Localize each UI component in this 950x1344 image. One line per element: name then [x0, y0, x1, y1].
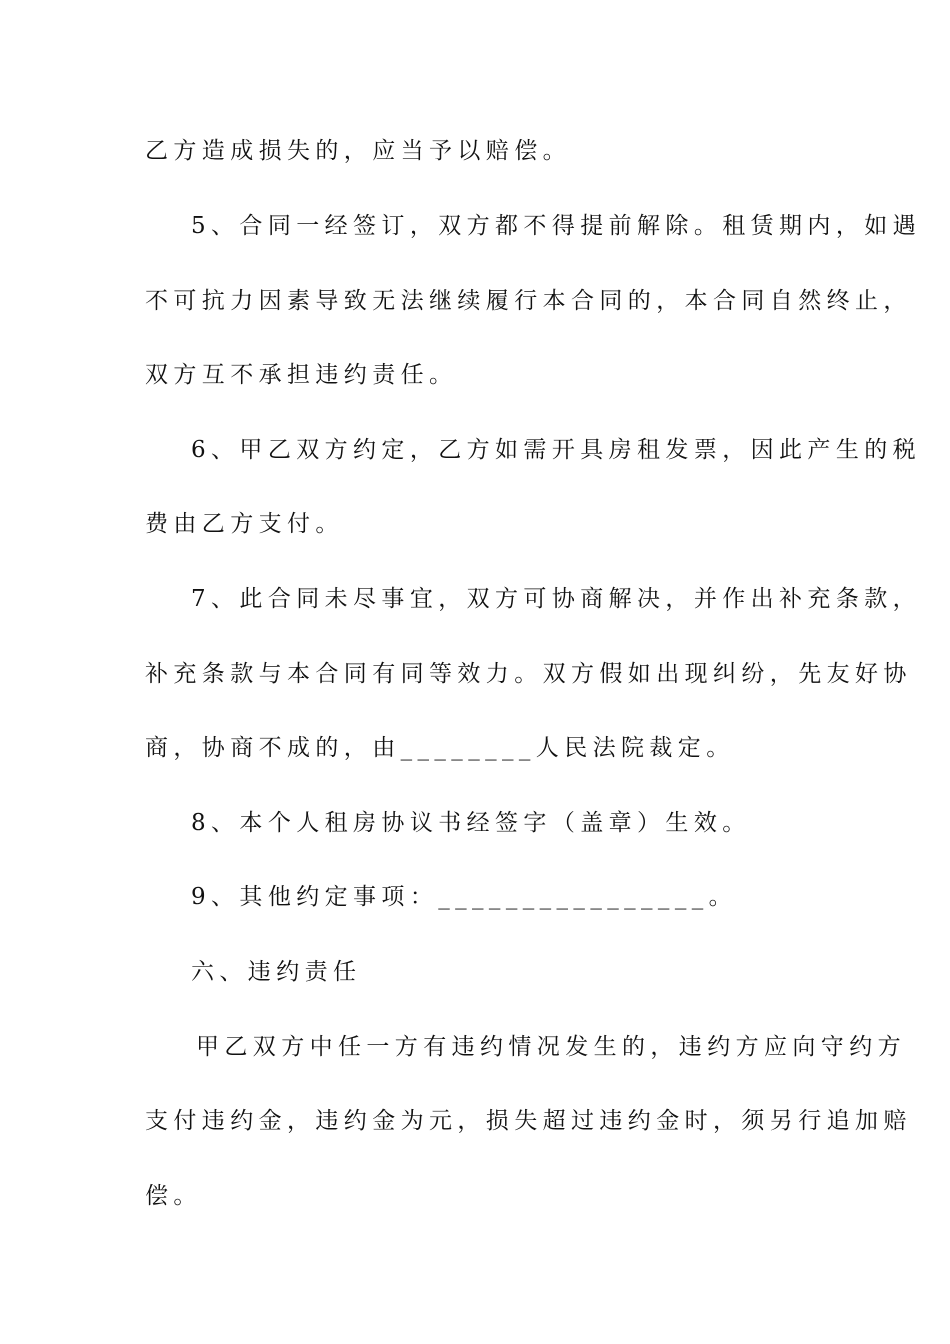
clause-7-line-1: 7、此合同未尽事宜，双方可协商解决，并作出补充条款，	[191, 586, 922, 612]
clause-7-line-3: 商，协商不成的，由________人民法院裁定。	[145, 735, 735, 761]
clause-8-line: 8、本个人租房协议书经签字（盖章）生效。	[191, 810, 751, 836]
clause-6-line-1: 6、甲乙双方约定，乙方如需开具房租发票，因此产生的税	[191, 437, 922, 463]
paragraph-line: 乙方造成损失的，应当予以赔偿。	[145, 138, 571, 164]
breach-paragraph-line-3: 偿。	[145, 1183, 202, 1209]
breach-paragraph-line-2: 支付违约金，违约金为元，损失超过违约金时，须另行追加赔	[145, 1108, 912, 1134]
section-heading-breach-liability: 六、违约责任	[191, 959, 362, 985]
clause-7-line-2: 补充条款与本合同有同等效力。双方假如出现纠纷，先友好协	[145, 661, 912, 687]
breach-paragraph-line-1: 甲乙双方中任一方有违约情况发生的，违约方应向守约方	[196, 1034, 906, 1060]
clause-5-line-2: 不可抗力因素导致无法继续履行本合同的，本合同自然终止，	[145, 288, 912, 314]
clause-9-line: 9、其他约定事项：________________。	[191, 884, 738, 910]
clause-6-line-2: 费由乙方支付。	[145, 511, 344, 537]
clause-5-line-1: 5、合同一经签订，双方都不得提前解除。租赁期内，如遇	[191, 213, 922, 239]
clause-5-line-3: 双方互不承担违约责任。	[145, 362, 458, 388]
